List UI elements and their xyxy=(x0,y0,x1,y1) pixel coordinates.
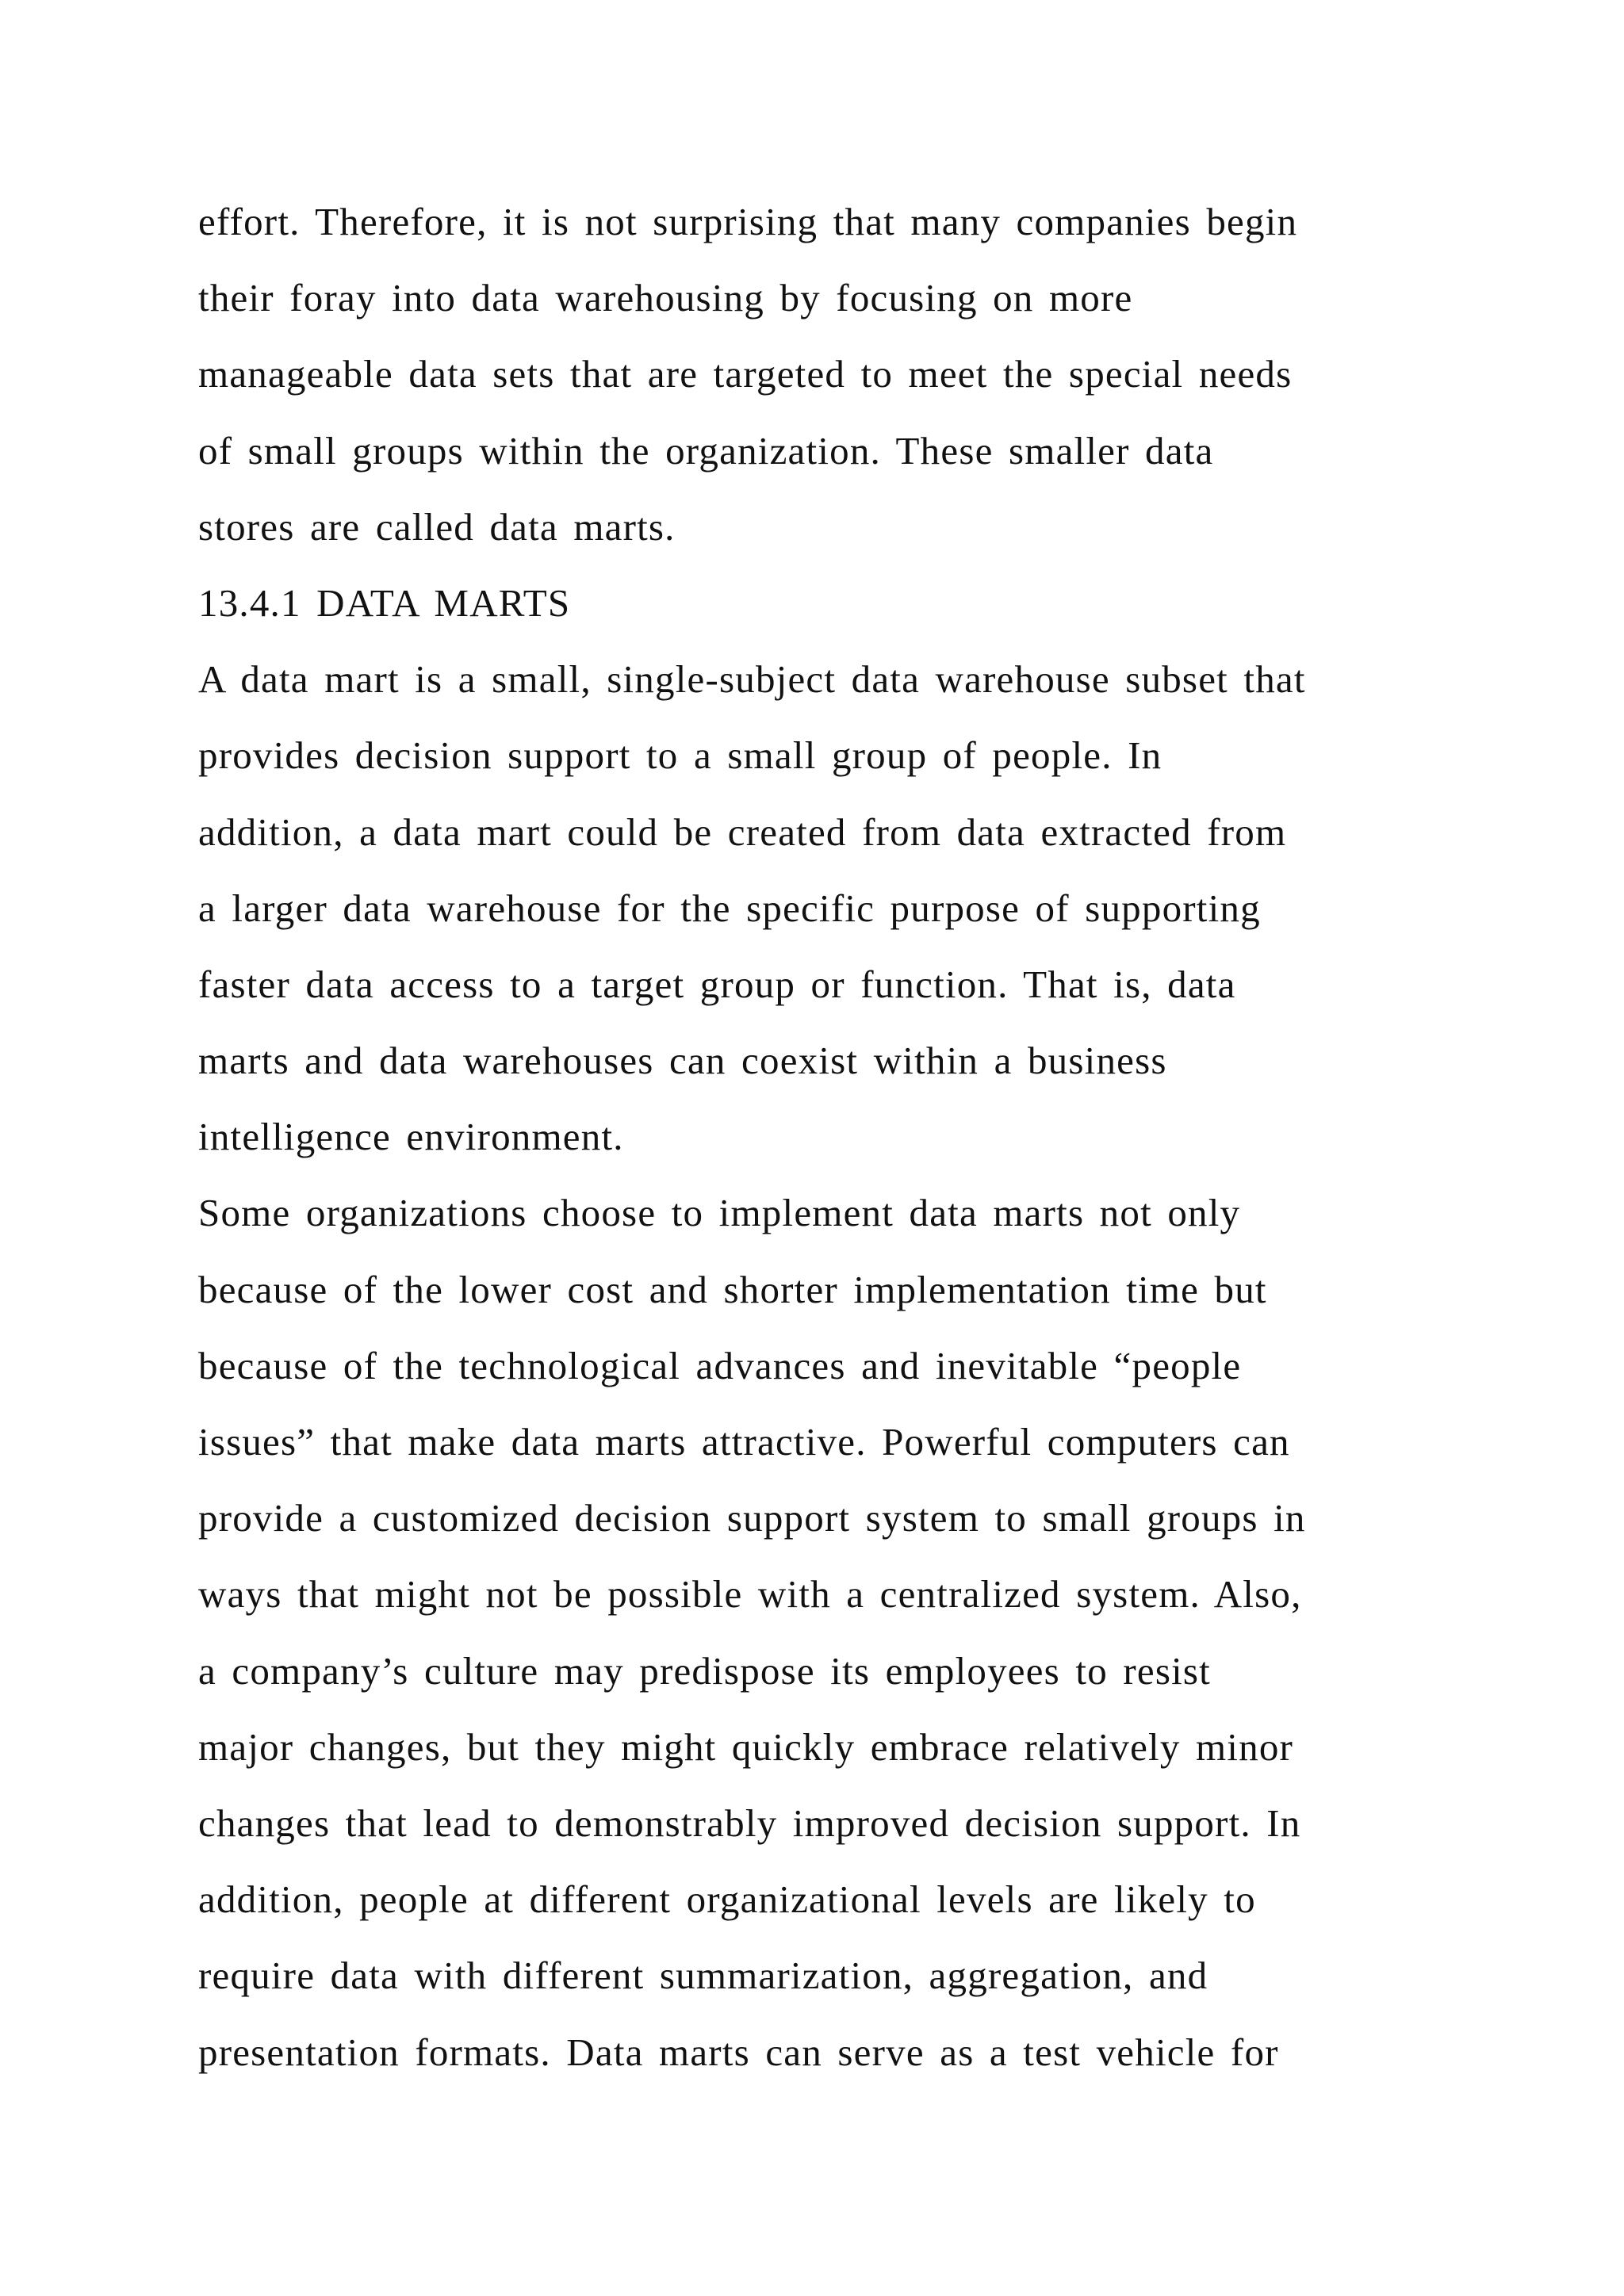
text-line-10: a larger data warehouse for the specific purpose of supporting xyxy=(198,886,1261,930)
text-line-1: effort. Therefore, it is not surprising that many companies begin xyxy=(198,200,1298,243)
text-line-2: their foray into data warehousing by focusing on more xyxy=(198,276,1133,320)
text-line-21: major changes, but they might quickly embrace relatively minor xyxy=(198,1724,1294,1769)
text-line-23: addition, people at different organizational levels are likely to xyxy=(198,1877,1256,1922)
text-line-7: A data mart is a small, single-subject data warehouse subset that xyxy=(198,657,1306,702)
text-line-3: manageable data sets that are targeted to meet the special needs xyxy=(198,352,1293,396)
text-line-16: because of the technological advances and inevitable “people xyxy=(198,1343,1242,1387)
text-line-18: provide a customized decision support system to small groups in xyxy=(198,1496,1306,1540)
section-heading-data-marts: 13.4.1 DATA MARTS xyxy=(198,580,571,625)
text-line-12: marts and data warehouses can coexist within a business xyxy=(198,1039,1167,1083)
body-text xyxy=(198,184,1451,2091)
text-line-8: provides decision support to a small group of people. In xyxy=(198,733,1162,778)
text-line-19: ways that might not be possible with a centralized system. Also, xyxy=(198,1572,1302,1617)
text-line-20: a company’s culture may predispose its employees to resist xyxy=(198,1648,1211,1693)
text-line-17: issues” that make data marts attractive. Powerful computers can xyxy=(198,1420,1290,1464)
text-line-13: intelligence environment. xyxy=(198,1115,624,1159)
text-line-15: because of the lower cost and shorter implementation time but xyxy=(198,1267,1267,1311)
text-line-14: Some organizations choose to implement data marts not only xyxy=(198,1191,1241,1235)
text-line-24: require data with different summarization, aggregation, and xyxy=(198,1954,1208,1998)
text-line-11: faster data access to a target group or function. That is, data xyxy=(198,962,1236,1006)
text-line-9: addition, a data mart could be created from data extracted from xyxy=(198,809,1287,854)
text-line-4: of small groups within the organization. These smaller data xyxy=(198,428,1214,473)
text-line-22: changes that lead to demonstrably improved decision support. In xyxy=(198,1800,1301,1845)
text-line-25: presentation formats. Data marts can serve as a test vehicle for xyxy=(198,2030,1279,2074)
text-line-5: stores are called data marts. xyxy=(198,504,676,549)
